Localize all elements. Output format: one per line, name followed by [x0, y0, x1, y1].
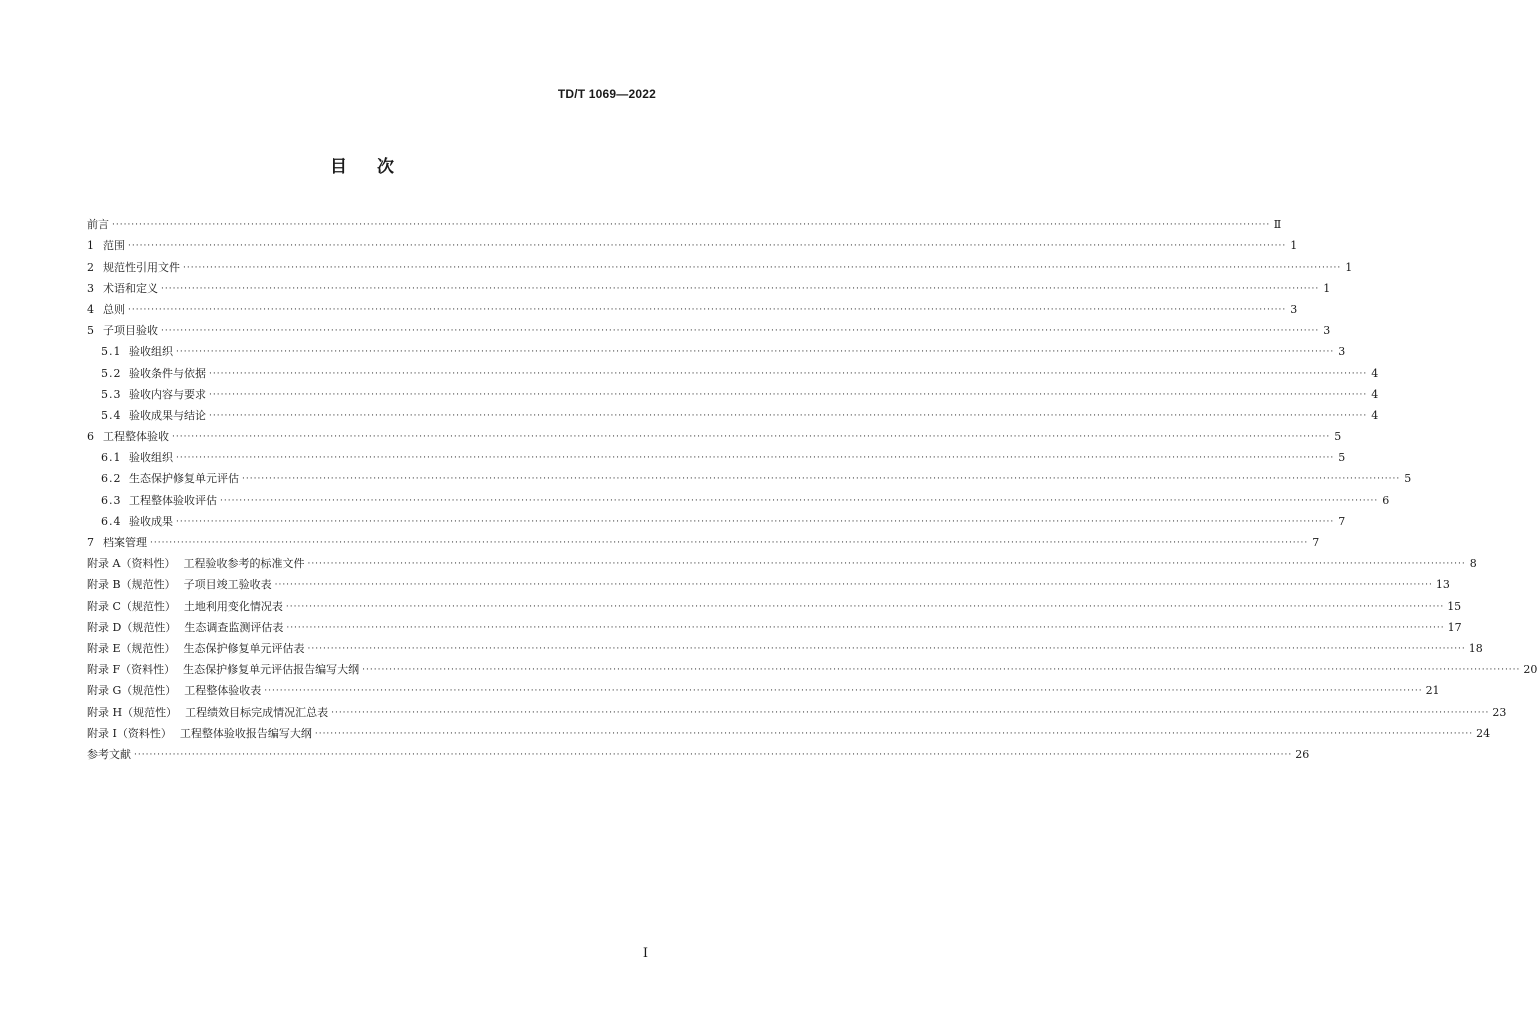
page-title: 目次 [330, 157, 424, 177]
toc-entry-title: 工程验收参考的标准文件 [183, 557, 305, 571]
toc-entry[interactable] [87, 275, 1331, 296]
toc-entry-page: 17 [1447, 620, 1462, 634]
toc-leader-dots: ············································································································································································································································································································ [183, 262, 1342, 273]
toc-entry-number: 1 [87, 239, 94, 253]
toc-entry-number: 4 [87, 302, 94, 316]
toc-leader-dots: ············································································································································································································································································································ [128, 304, 1287, 315]
toc-leader-dots: ············································································································································································································································································································ [161, 283, 1320, 294]
toc-entry-title: 生态保护修复单元评估 [129, 472, 239, 486]
toc-entry-number: 3 [87, 281, 94, 295]
toc-entry-number: 2 [87, 260, 94, 274]
toc-entry-page: 1 [1345, 260, 1353, 274]
toc-entry-number: 6 [87, 430, 94, 444]
toc-entry-page: 18 [1468, 641, 1483, 655]
toc-entry-title: 前言 [87, 218, 109, 232]
toc-entry[interactable] [87, 423, 1342, 444]
toc-entry-number: 5.4 [101, 408, 122, 422]
toc-entry-title: 验收条件与依据 [129, 366, 206, 380]
toc-entry-page: 7 [1338, 514, 1346, 528]
toc-entry-page: 5 [1334, 430, 1342, 444]
toc-entry-title: 参考文献 [87, 747, 131, 761]
toc-entry-page: 26 [1295, 747, 1310, 761]
toc-entry[interactable] [87, 592, 1462, 613]
toc-leader-dots: ············································································································································································································································································································ [307, 643, 1466, 654]
toc-leader-dots: ············································································································································································································································································································ [161, 326, 1320, 337]
toc-entry[interactable] [87, 741, 1310, 762]
toc-entry-title: 验收成果与结论 [129, 408, 206, 422]
toc-leader-dots: ············································································································································································································································································································ [314, 728, 1474, 739]
toc-entry-number: 5.3 [101, 387, 122, 401]
toc-entry-title: 工程整体验收报告编写大纲 [179, 726, 312, 740]
toc-entry-title: 土地利用变化情况表 [183, 599, 283, 613]
toc-entry-title: 验收组织 [129, 451, 173, 465]
toc-entry-title: 工程整体验收表 [184, 684, 262, 698]
toc-entry-number: 5.1 [101, 345, 122, 359]
toc-entry-page: 4 [1371, 387, 1379, 401]
toc-leader-dots: ············································································································································································································································································································ [285, 601, 1445, 612]
toc-entry-title: 工程绩效目标完成情况汇总表 [185, 705, 329, 719]
toc-entry[interactable] [87, 253, 1353, 274]
toc-leader-dots: ············································································································································································································································································································ [286, 622, 1445, 633]
toc-leader-dots: ············································································································································································································································································································ [176, 347, 1335, 358]
toc-entry-page: 8 [1469, 557, 1477, 571]
toc-entry[interactable] [87, 296, 1298, 317]
toc-entry-page: 20 [1523, 663, 1537, 677]
toc-entry-title: 工程整体验收 [103, 430, 169, 444]
toc-entry-page: 1 [1323, 281, 1331, 295]
toc-entry[interactable] [87, 381, 1379, 402]
toc-entry-page: 24 [1476, 726, 1491, 740]
table-of-contents [87, 211, 1537, 762]
toc-entry[interactable] [87, 402, 1379, 423]
toc-entry-title: 术语和定义 [103, 281, 158, 295]
toc-entry-title: 子项目竣工验收表 [183, 578, 272, 592]
toc-entry-title: 子项目验收 [103, 324, 158, 338]
toc-entry-page: 13 [1435, 578, 1450, 592]
toc-entry[interactable] [87, 359, 1379, 380]
toc-leader-dots: ············································································································································································································································································································ [128, 241, 1287, 252]
toc-leader-dots: ············································································································································································································································································································ [172, 432, 1331, 443]
toc-entry-title: 生态保护修复单元评估表 [183, 641, 305, 655]
toc-entry-number: 6.4 [101, 514, 122, 528]
toc-leader-dots: ············································································································································································································································································································ [112, 220, 1271, 231]
toc-entry[interactable] [87, 508, 1346, 529]
toc-entry-number: 7 [87, 536, 94, 549]
toc-entry-page: 3 [1290, 302, 1298, 316]
toc-entry-number: 6.2 [101, 472, 122, 486]
toc-entry-page: 1 [1290, 239, 1298, 253]
toc-entry-page: 3 [1323, 324, 1331, 338]
toc-entry-number: 附录 B（规范性） [87, 578, 176, 592]
toc-leader-dots: ············································································································································································································································································································ [209, 389, 1368, 400]
toc-entry-number: 附录 G（规范性） [87, 684, 177, 698]
toc-entry-number: 附录 A（资料性） [87, 557, 176, 571]
toc-entry[interactable] [87, 698, 1507, 719]
toc-entry-page: 21 [1425, 684, 1440, 698]
toc-entry-number: 附录 D（规范性） [87, 620, 177, 634]
toc-entry-title: 验收内容与要求 [129, 387, 206, 401]
toc-entry[interactable] [87, 338, 1346, 359]
toc-entry-page: 4 [1371, 408, 1379, 422]
toc-entry-number: 6.3 [101, 493, 122, 507]
toc-leader-dots: ············································································································································································································································································································ [362, 665, 1521, 676]
toc-entry-number: 附录 F（资料性） [87, 663, 176, 677]
toc-entry[interactable] [87, 317, 1331, 338]
toc-entry-title: 验收组织 [129, 345, 173, 359]
toc-leader-dots: ············································································································································································································································································································ [134, 749, 1293, 760]
toc-leader-dots: ············································································································································································································································································································ [150, 538, 1309, 548]
toc-leader-dots: ············································································································································································································································································································ [274, 580, 1433, 591]
toc-entry[interactable] [87, 614, 1462, 635]
toc-entry[interactable] [87, 232, 1298, 253]
toc-entry-page: 6 [1382, 493, 1390, 507]
toc-entry-title: 生态调查监测评估表 [184, 620, 284, 634]
toc-leader-dots: ············································································································································································································································································································ [264, 686, 1423, 697]
toc-entry-number: 附录 I（资料性） [87, 726, 172, 740]
page-number: I [642, 946, 648, 961]
toc-leader-dots: ············································································································································································································································································································ [331, 707, 1490, 718]
toc-entry-page: 5 [1338, 451, 1346, 465]
toc-entry[interactable] [87, 486, 1390, 507]
toc-leader-dots: ············································································································································································································································································································ [307, 559, 1466, 570]
toc-entry[interactable] [87, 656, 1537, 677]
toc-leader-dots: ············································································································································································································································································································ [209, 410, 1368, 421]
toc-entry-page: 15 [1447, 599, 1462, 613]
standard-code: TD/T 1069—2022 [557, 87, 656, 101]
toc-entry-number: 附录 C（规范性） [87, 599, 176, 613]
toc-entry-title: 范围 [103, 239, 125, 253]
toc-entry-page: 5 [1404, 472, 1412, 486]
toc-entry-title: 档案管理 [103, 536, 147, 549]
toc-entry-page: 23 [1492, 705, 1507, 719]
toc-leader-dots: ············································································································································································································································································································ [176, 516, 1335, 527]
toc-entry[interactable] [87, 465, 1412, 486]
toc-entry[interactable] [87, 529, 1320, 550]
toc-entry[interactable] [87, 211, 1282, 232]
toc-entry[interactable] [87, 677, 1440, 698]
toc-leader-dots: ············································································································································································································································································································ [209, 368, 1368, 379]
toc-entry-title: 验收成果 [129, 514, 173, 528]
toc-entry-title: 总则 [103, 302, 125, 316]
toc-entry-number: 5.2 [101, 366, 122, 380]
toc-leader-dots: ············································································································································································································································································································ [176, 453, 1335, 464]
toc-leader-dots: ············································································································································································································································································································ [242, 474, 1401, 485]
toc-entry-number: 附录 E（规范性） [87, 641, 176, 655]
toc-entry[interactable] [87, 571, 1450, 592]
toc-entry-page: 7 [1312, 536, 1320, 549]
toc-entry[interactable] [87, 720, 1491, 741]
toc-entry-number: 5 [87, 324, 94, 338]
toc-entry-number: 6.1 [101, 451, 122, 465]
toc-entry-page: 3 [1338, 345, 1346, 359]
toc-entry[interactable] [87, 635, 1483, 656]
toc-entry-title: 工程整体验收评估 [129, 493, 217, 507]
toc-entry-title: 规范性引用文件 [103, 260, 180, 274]
toc-entry[interactable] [87, 444, 1346, 465]
toc-entry-page: 4 [1371, 366, 1379, 380]
toc-entry-number: 附录 H（规范性） [87, 705, 178, 719]
toc-leader-dots: ············································································································································································································································································································ [220, 495, 1379, 506]
toc-entry-title: 生态保护修复单元评估报告编写大纲 [183, 663, 360, 677]
toc-entry-page: Ⅱ [1273, 218, 1282, 232]
toc-entry[interactable] [87, 550, 1477, 571]
